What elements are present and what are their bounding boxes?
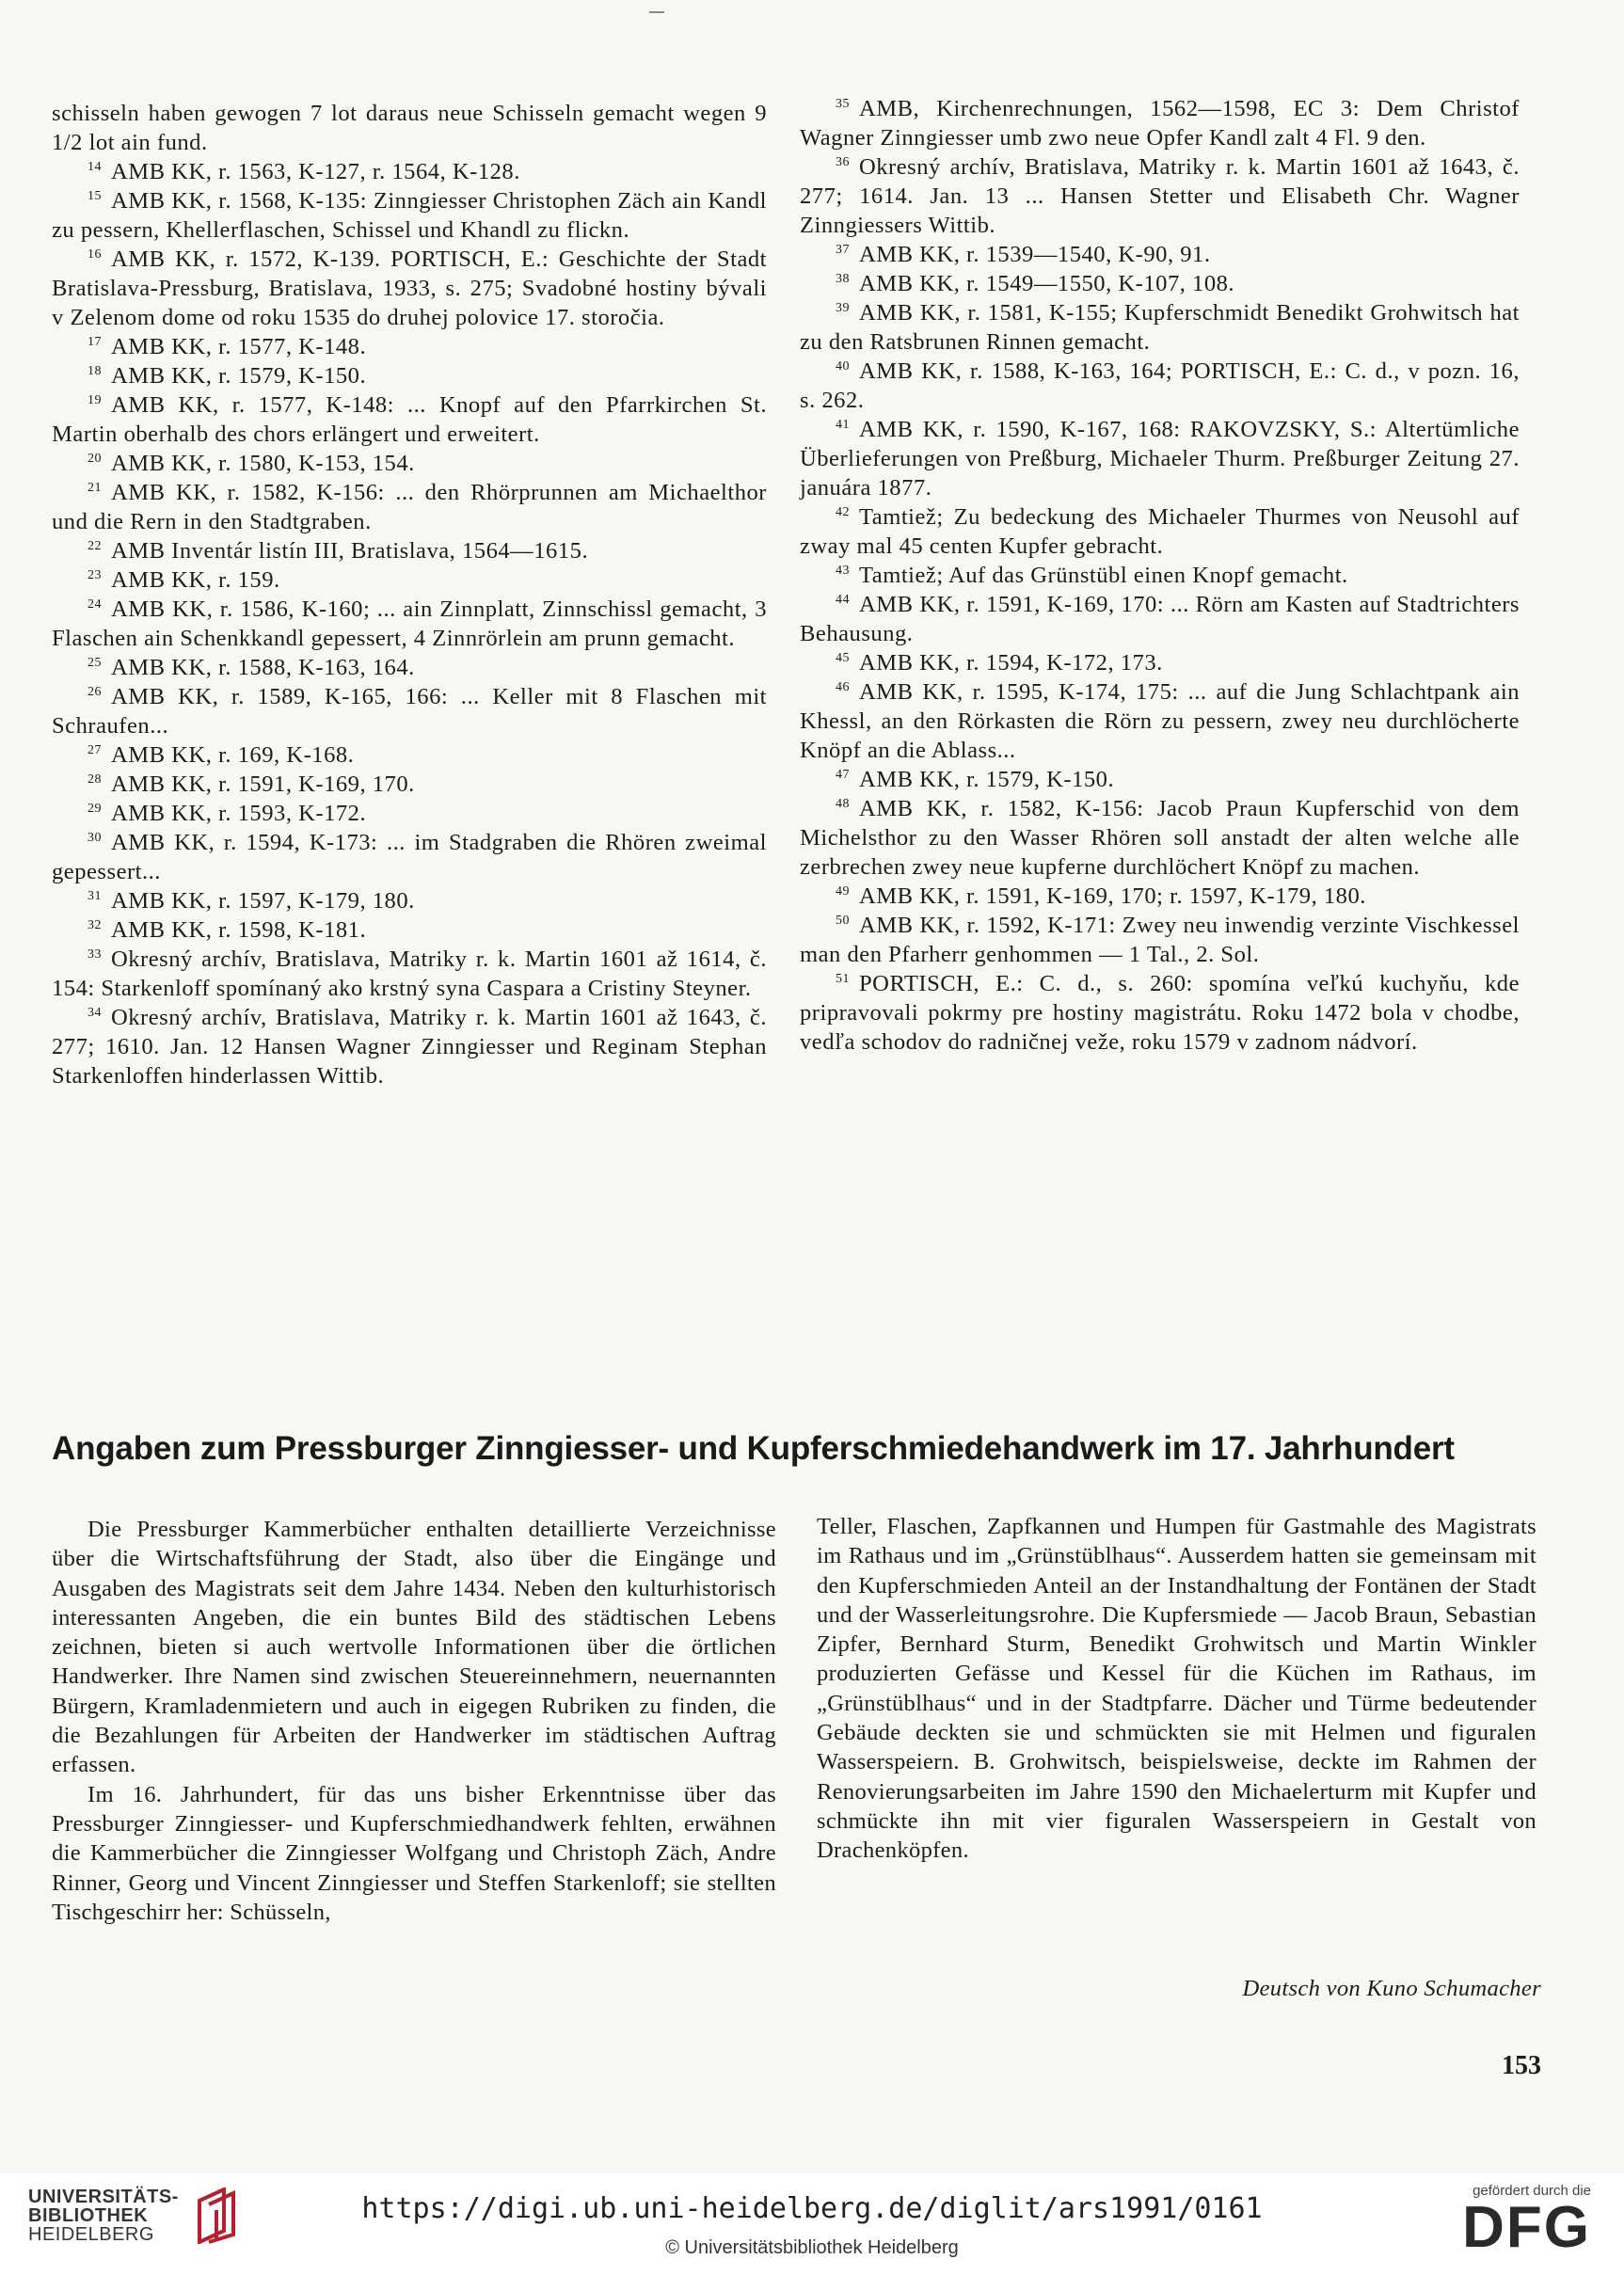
footnote-text: AMB KK, r. 1572, K-139. PORTISCH, E.: Geschichte der Stadt Bratislava-Pressburg, Bratislava, 1933, s. 275; Svadobné hostiny bývali v Zelenom dome od roku 1535 do druhej polovice 17. storočia. [52, 247, 767, 330]
footnote-number: 50 [836, 913, 850, 928]
footnote-text: AMB KK, r. 1598, K-181. [111, 917, 367, 943]
footnote-text: AMB KK, r. 1579, K-150. [859, 767, 1115, 792]
footnote-list [52, 157, 767, 1090]
copyright-notice: © Universitätsbibliothek Heidelberg [665, 2237, 959, 2258]
footnote [52, 332, 767, 361]
footnote [800, 882, 1520, 911]
footnote-number: 30 [88, 830, 102, 845]
footnote-number: 44 [836, 592, 850, 607]
body-paragraph: Teller, Flaschen, Zapfkannen und Humpen für Gastmahle des Magistrats im Rathaus und im „Grünstüblhaus“. Ausserdem hatten sie gemeinsam mit den Kupferschmieden Anteil an der Instandhaltung der Fontänen der Stadt und der Wasserleitungsrohre. Die Kupfersmiede — Jacob Braun, Sebastian Zipfer, Bernhard Sturm, Benedikt Grohwitsch und Martin Winkler produzierten Gefässe und Kessel für die Küchen im Rathaus, im „Grünstüblhaus“ und in der Stadtpfarre. Dächer und Türme bedeutender Gebäude deckten sie und schmückten sie mit Helmen und figuralen Wasserspeiern. B. Grohwitsch, beispielsweise, deckte im Rahmen der Renovierungsarbeiten im Jahre 1590 den Michaelerturm mit Kupfer und schmückte ihn mit vier figuralen Wasserspeiern in Gestalt von Drachenköpfen. [817, 1514, 1536, 1864]
footnote [800, 152, 1520, 240]
footnote-text: AMB KK, r. 1590, K-167, 168: RAKOVZSKY, S.: Altertümliche Überlieferungen von Preßburg, Michaeler Thurm. Preßburger Zeitung 27. januára 1877. [800, 417, 1520, 501]
footnote-text: AMB KK, r. 1581, K-155; Kupferschmidt Benedikt Grohwitsch hat zu den Ratsbrunen Rinnen gemacht. [800, 300, 1520, 355]
footnote-text: AMB KK, r. 1579, K-150. [111, 363, 367, 389]
footnote-text: AMB Inventár listín III, Bratislava, 1564—1615. [111, 538, 589, 564]
body-left-column [52, 1515, 776, 1927]
footnote-text: AMB, Kirchenrechnungen, 1562—1598, EC 3: Dem Christof Wagner Zinngiesser umb zwo neue Opfer Kandl zalt 4 Fl. 9 den. [800, 96, 1520, 151]
footnote [52, 595, 767, 653]
footnote-number: 38 [836, 271, 850, 286]
footnote-number: 20 [88, 451, 102, 466]
dfg-logo: DFG [1462, 2195, 1591, 2260]
footnote-number: 28 [88, 772, 102, 787]
footnote-number: 43 [836, 563, 850, 578]
footnote-number: 18 [88, 363, 102, 378]
permalink-url[interactable]: https://digi.ub.uni-heidelberg.de/diglit/ars1991/0161 [361, 2192, 1263, 2225]
footnote-number: 14 [88, 159, 102, 174]
footnote [800, 969, 1520, 1057]
footnote-number: 31 [88, 888, 102, 903]
footnote-text: AMB KK, r. 1539—1540, K-90, 91. [859, 242, 1211, 267]
footnote-text: AMB KK, r. 1594, K-173: ... im Stadgraben die Rhören zweimal gepessert... [52, 830, 767, 884]
footnote-number: 37 [836, 242, 850, 257]
footnote [52, 653, 767, 682]
footnote-number: 23 [88, 567, 102, 582]
footnote [800, 269, 1520, 298]
footnote-text: AMB KK, r. 1588, K-163, 164. [111, 655, 415, 680]
article-heading: Angaben zum Pressburger Zinngiesser- und Kupferschmiedehandwerk im 17. Jahrhundert [52, 1430, 1455, 1467]
footnote [52, 361, 767, 390]
footnote-list [800, 94, 1520, 1057]
footnote-text: AMB KK, r. 1588, K-163, 164; PORTISCH, E.: C. d., v pozn. 16, s. 262. [800, 358, 1520, 413]
footnote-text: PORTISCH, E.: C. d., s. 260: spomína veľkú kuchyňu, kde pripravovali pokrmy pre hostiny magistrátu. Roku 1472 bola v chodbe, vedľa schodov do radničnej veže, roku 1579 v zadnom nádvorí. [800, 971, 1520, 1055]
footnote [52, 915, 767, 945]
footnote-text: AMB KK, r. 1582, K-156: ... den Rhörprunnen am Michaelthor und die Rern in den Stadtgraben. [52, 480, 767, 534]
footnote [52, 828, 767, 886]
library-name-line: BIBLIOTHEK [28, 2205, 149, 2226]
footnote-number: 29 [88, 801, 102, 816]
footnote [52, 1003, 767, 1090]
footnote-text: AMB KK, r. 169, K-168. [111, 742, 355, 768]
footnote [800, 298, 1520, 357]
footnote-text: Tamtiež; Auf das Grünstübl einen Knopf gemacht. [859, 563, 1348, 588]
footnote [800, 502, 1520, 561]
footnote-number: 19 [88, 392, 102, 407]
footnote-text: Okresný archív, Bratislava, Matriky r. k. Martin 1601 až 1643, č. 277; 1614. Jan. 13 ... Hansen Stetter und Elisabeth Chr. Wagner Zinngiessers Wittib. [800, 154, 1520, 238]
footnote-text: AMB KK, r. 1577, K-148: ... Knopf auf den Pfarrkirchen St. Martin oberhalb des chors erlängert und erweitert. [52, 392, 767, 447]
footnote-number: 21 [88, 480, 102, 495]
footnote [800, 765, 1520, 794]
footnote [800, 794, 1520, 882]
footnote [800, 357, 1520, 415]
footnote-number: 16 [88, 247, 102, 262]
footnote-number: 47 [836, 767, 850, 782]
footnote-number: 25 [88, 655, 102, 670]
footnote-text: AMB KK, r. 1580, K-153, 154. [111, 451, 415, 476]
footnote-text: AMB KK, r. 1549—1550, K-107, 108. [859, 271, 1235, 296]
footnote-number: 24 [88, 597, 102, 612]
footnote [800, 240, 1520, 269]
footnote-text: Tamtiež; Zu bedeckung des Michaeler Thurmes von Neusohl auf zway mal 45 centen Kupfer gebracht. [800, 504, 1520, 559]
scan-edge-mark [649, 11, 664, 13]
footnote-text: AMB KK, r. 1591, K-169, 170: ... Rörn am Kasten auf Stadtrichters Behausung. [800, 592, 1520, 646]
footnotes-right-column [800, 94, 1520, 1057]
footnote-number: 45 [836, 650, 850, 665]
library-name-line: UNIVERSITÄTS- [28, 2187, 179, 2207]
footnote [52, 536, 767, 565]
footnotes-left-column [52, 99, 767, 1090]
footnote [800, 561, 1520, 590]
dfg-funding[interactable] [1462, 2183, 1591, 2260]
library-name-line: HEIDELBERG [28, 2224, 154, 2245]
footnote-text: AMB KK, r. 159. [111, 567, 280, 593]
footnote-number: 42 [836, 504, 850, 519]
footnote-text: AMB KK, r. 1591, K-169, 170; r. 1597, K-179, 180. [859, 883, 1366, 909]
page-number: 153 [1502, 2051, 1541, 2080]
footnote [52, 799, 767, 828]
footnote [52, 565, 767, 595]
footnote [52, 390, 767, 449]
footnote-number: 36 [836, 154, 850, 169]
body-paragraph: Im 16. Jahrhundert, für das uns bisher Erkenntnisse über das Pressburger Zinngiesser- und Kupferschmiedhandwerk fehlten, erwähnen die Kammerbücher die Zinngiesser Wolfgang und Christoph Zäch, Andre Rinner, Georg und Vincent Zinngiesser und Steffen Starkenloff; sie stellten Tischgeschirr her: Schüsseln, [52, 1781, 776, 1925]
footnote-text: AMB KK, r. 1582, K-156: Jacob Praun Kupferschid von dem Michelsthor zu den Wasser Rhören soll anstadt der alten welche alle zerbrechen zwey neue kupferne durchlöchert Knöpf zu machen. [800, 796, 1520, 880]
footnote [800, 677, 1520, 765]
footnote-text: AMB KK, r. 1592, K-171: Zwey neu inwendig verzinte Vischkessel man den Pfarherr genhommen — 1 Tal., 2. Sol. [800, 913, 1520, 967]
body-right-column [817, 1512, 1536, 1866]
footnote-text: AMB KK, r. 1586, K-160; ... ain Zinnplatt, Zinnschissl gemacht, 3 Flaschen ain Schenkkandl gepessert, 4 Zinnrörlein am prunn gemacht. [52, 597, 767, 651]
footnote-text: AMB KK, r. 1563, K-127, r. 1564, K-128. [111, 159, 520, 184]
footnote-number: 51 [836, 971, 850, 986]
footnote [52, 945, 767, 1003]
footnote [800, 911, 1520, 969]
footnote-number: 39 [836, 300, 850, 315]
footnote-number: 17 [88, 334, 102, 349]
footnote-text: AMB KK, r. 1591, K-169, 170. [111, 772, 415, 797]
footnote-number: 15 [88, 188, 102, 203]
footnote-text: AMB KK, r. 1589, K-165, 166: ... Keller mit 8 Flaschen mit Schraufen... [52, 684, 767, 739]
footnote [52, 740, 767, 770]
footnote-number: 48 [836, 796, 850, 811]
footnote-number: 34 [88, 1005, 102, 1020]
footnote-number: 22 [88, 538, 102, 553]
footnote-text: AMB KK, r. 1593, K-172. [111, 801, 367, 826]
footnote [52, 770, 767, 799]
footnote [52, 186, 767, 245]
footnote-number: 26 [88, 684, 102, 699]
footnote [52, 478, 767, 536]
footnote-number: 49 [836, 883, 850, 899]
footnote-number: 35 [836, 96, 850, 111]
footnote-number: 33 [88, 947, 102, 962]
footnote-number: 41 [836, 417, 850, 432]
footnote-text: AMB KK, r. 1595, K-174, 175: ... auf die Jung Schlachtpank ain Khessl, an den Rörkasten die Rörn zu pessern, zwey neu durchlöcherte Knöpf an die Ablass... [800, 679, 1520, 763]
translator-credit: Deutsch von Kuno Schumacher [1242, 1976, 1541, 2001]
footnote [52, 886, 767, 915]
footnote [52, 449, 767, 478]
funding-label: gefördert durch die [1473, 2183, 1591, 2199]
footnote-text: Okresný archív, Bratislava, Matriky r. k. Martin 1601 až 1643, č. 277; 1610. Jan. 12 Hansen Wagner Zinngiesser und Reginam Stephan Starkenloffen hinderlassen Wittib. [52, 1005, 767, 1089]
footnote [800, 590, 1520, 648]
footnote-number: 46 [836, 679, 850, 694]
footnote-continuation: schisseln haben gewogen 7 lot daraus neue Schisseln gemacht wegen 9 1/2 lot ain fund. [52, 101, 767, 155]
footnote [800, 94, 1520, 152]
footnote-number: 40 [836, 358, 850, 374]
footnote-text: Okresný archív, Bratislava, Matriky r. k. Martin 1601 až 1614, č. 154: Starkenloff spomínaný ako krstný syna Caspara a Cristiny Steyner. [52, 947, 767, 1001]
footnote [52, 157, 767, 186]
footnote-number: 32 [88, 917, 102, 932]
footnote-text: AMB KK, r. 1568, K-135: Zinngiesser Christophen Zäch ain Kandl zu pessern, Khellerflaschen, Schissel und Khandl zu flickn. [52, 188, 767, 243]
footnote [800, 648, 1520, 677]
footnote [800, 415, 1520, 502]
footnote-number: 27 [88, 742, 102, 757]
footnote-text: AMB KK, r. 1577, K-148. [111, 334, 367, 359]
footnote [52, 682, 767, 740]
footnote [52, 245, 767, 332]
footnote-text: AMB KK, r. 1594, K-172, 173. [859, 650, 1163, 676]
body-paragraph: Die Pressburger Kammerbücher enthalten detaillierte Verzeichnisse über die Wirtschaftsführung der Stadt, also über die Eingänge und Ausgaben des Magistrats seit dem Jahre 1434. Neben den kulturhistorisch interessanten Angeben, die ein buntes Bild des städtischen Lebens zeichnen, bieten si auch wertvolle Informationen über die örtlichen Handwerker. Ihre Namen sind zwischen Steuereinnehmern, neuernannten Bürgern, Kramladenmietern und auch in eigegen Rubriken zu finden, die die Bezahlungen für Arbeiten der Handwerker im städtischen Auftrag erfassen. [52, 1517, 776, 1778]
footnote-text: AMB KK, r. 1597, K-179, 180. [111, 888, 415, 914]
